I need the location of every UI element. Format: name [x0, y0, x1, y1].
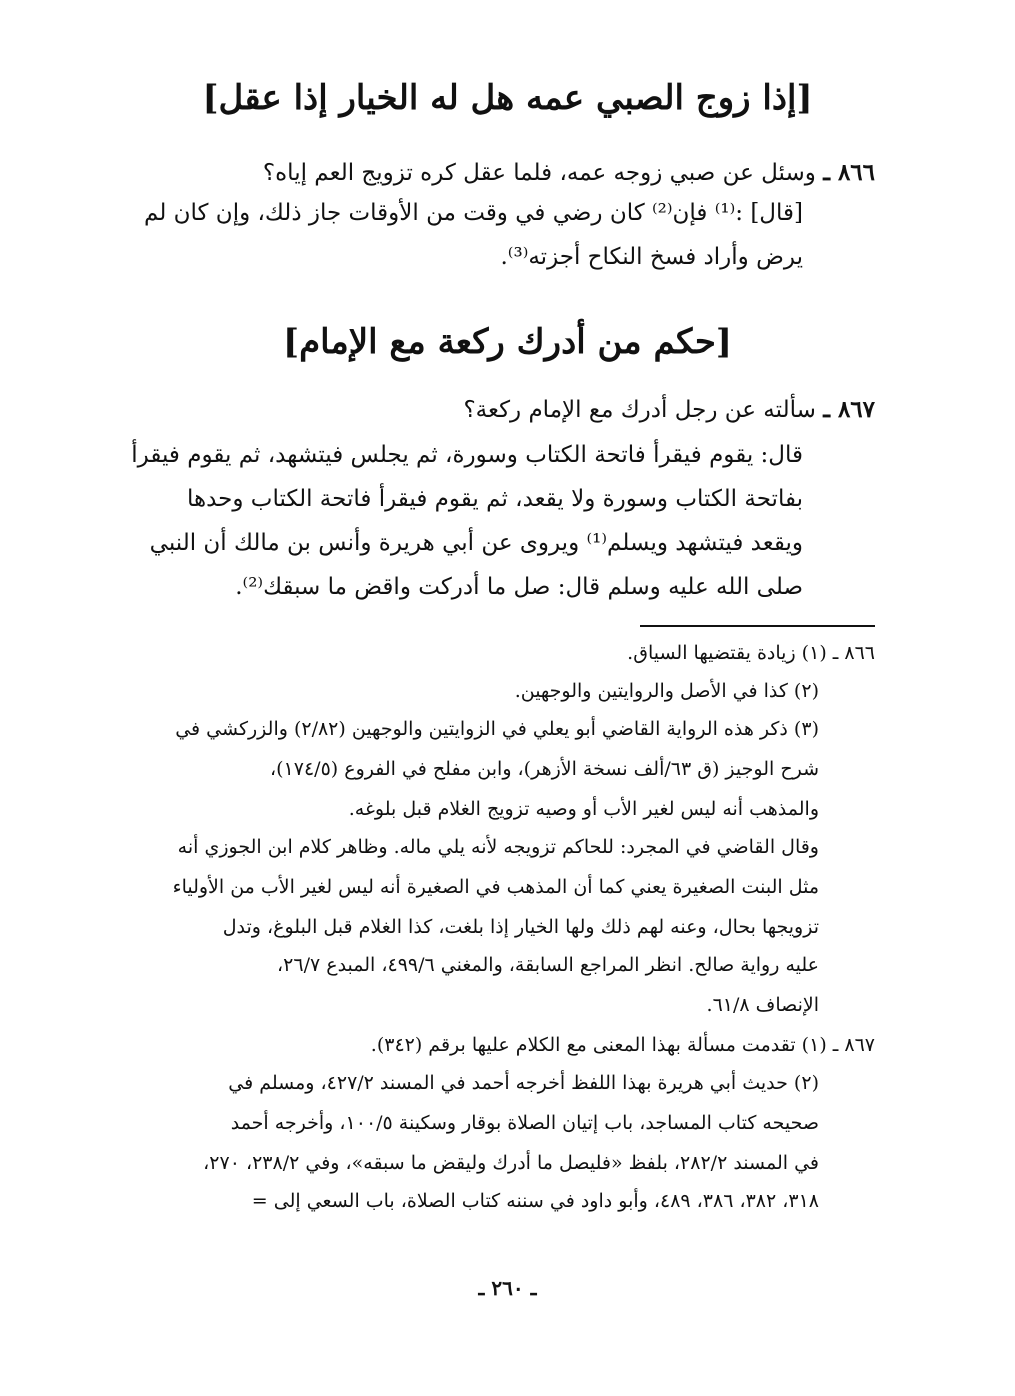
- footnote-line-7: مثل البنت الصغيرة يعني كما أن المذهب في الصغيرة أنه ليس لغير الأب من الأولياء: [172, 876, 819, 898]
- footnote-line-4: شرح الوجيز (ق ٦٣/ألف نسخة الأزهر)، وابن مفلح في الفروع (١٧٤/٥)،: [270, 758, 819, 780]
- footnote-line-14: في المسند ٢٨٢/٢، بلفظ «فليصل ما أدرك وليقض ما سبقه»، وفي ٢٣٨/٢، ٢٧٠،: [203, 1152, 819, 1174]
- footnote-separator: [640, 625, 875, 627]
- question-867-first-line: [463, 395, 875, 425]
- question-867-line-1: سألته عن رجل أدرك مع الإمام ركعة؟: [463, 397, 816, 423]
- question-866-first-line: [263, 158, 875, 188]
- question-866-line-2: [قال] :⁽¹⁾ فإن⁽²⁾ كان رضي في وقت من الأوقات جاز ذلك، وإن كان لم: [144, 200, 803, 226]
- footnote-line-3: (٣) ذكر هذه الرواية القاضي أبو يعلي في الزوايتين والوجهين (٢/٨٢) والزركشي في: [175, 718, 819, 740]
- footnote-line-12: (٢) حديث أبي هريرة بهذا اللفظ أخرجه أحمد في المسند ٤٢٧/٢، ومسلم في: [228, 1072, 819, 1094]
- footnote-line-5: والمذهب أنه ليس لغير الأب أو وصيه تزويج الغلام قبل بلوغه.: [348, 798, 819, 820]
- footnote-line-2: (٢) كذا في الأصل والروايتين والوجهين.: [514, 680, 819, 702]
- footnote-line-11: ٨٦٧ ـ (١) تقدمت مسألة بهذا المعنى مع الكلام عليها برقم (٣٤٢).: [370, 1034, 875, 1056]
- footnote-line-6: وقال القاضي في المجرد: للحاكم تزويجه لأنه يلي ماله. وظاهر كلام ابن الجوزي أنه: [177, 836, 819, 858]
- page-number: ـ ٢٦٠ ـ: [478, 1276, 537, 1300]
- footnote-line-10: الإنصاف ٦١/٨.: [706, 994, 819, 1016]
- question-867-line-4: ويقعد فيتشهد ويسلم⁽¹⁾ ويروى عن أبي هريرة وأنس بن مالك أن النبي: [149, 530, 803, 556]
- question-866-line-1: وسئل عن صبي زوجه عمه، فلما عقل كره تزويج العم إياه؟: [262, 160, 816, 186]
- question-866-line-3: يرض وأراد فسخ النكاح أجزته⁽³⁾.: [500, 244, 803, 270]
- question-867-line-5: صلى الله عليه وسلم قال: صل ما أدركت واقض ما سبقك⁽²⁾.: [235, 574, 803, 600]
- question-866-number: ٨٦٦ ـ: [823, 159, 875, 186]
- footnote-line-9: عليه رواية صالح. انظر المراجع السابقة، والمغني ٤٩٩/٦، المبدع ٢٦/٧،: [277, 954, 819, 976]
- footnote-line-8: تزويجها بحال، وعنه لهم ذلك ولها الخيار إذا بلغت، كذا الغلام قبل البلوغ، وتدل: [222, 916, 819, 938]
- footnote-line-1: ٨٦٦ ـ (١) زيادة يقتضيها السياق.: [627, 642, 875, 664]
- question-867-line-3: بفاتحة الكتاب وسورة ولا يقعد، ثم يقوم فيقرأ فاتحة الكتاب وحدها: [186, 486, 803, 512]
- question-867-line-2: قال: يقوم فيقرأ فاتحة الكتاب وسورة، ثم يجلس فيتشهد، ثم يقوم فيقرأ: [131, 442, 803, 468]
- footnote-line-13: صحيحه كتاب المساجد، باب إتيان الصلاة بوقار وسكينة ١٠٠/٥، وأخرجه أحمد: [230, 1112, 819, 1134]
- footnote-line-15: ٣١٨، ٣٨٢، ٣٨٦، ٤٨٩، وأبو داود في سننه كتاب الصلاة، باب السعي إلى =: [251, 1190, 819, 1212]
- section-heading-1: [إذا زوج الصبي عمه هل له الخيار إذا عقل]: [202, 78, 813, 118]
- question-867-number: ٨٦٧ ـ: [823, 396, 875, 423]
- section-heading-2: [حكم من أدرك ركعة مع الإمام]: [283, 322, 732, 362]
